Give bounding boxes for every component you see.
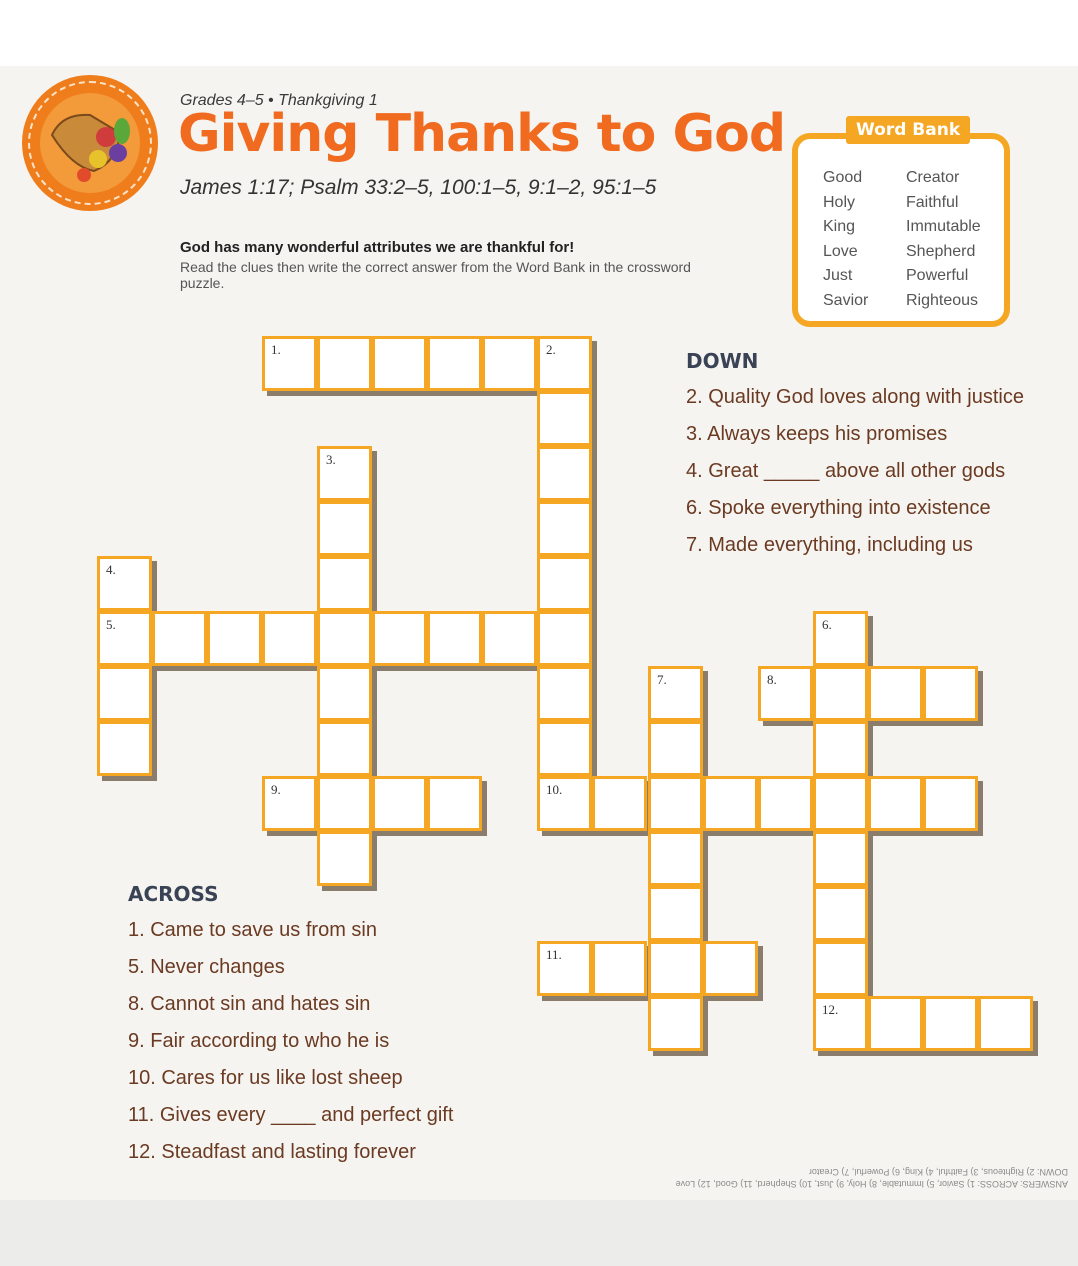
crossword-cell[interactable] bbox=[262, 611, 317, 666]
answers-line: ANSWERS: ACROSS: 1) Savior, 5) Immutable, 8) Holy, 9) Just, 10) Shepherd, 11) Good, 12) Love bbox=[675, 1179, 1068, 1189]
worksheet bbox=[0, 66, 1078, 1200]
clue-number: 2. bbox=[546, 342, 556, 357]
upside-down-answers bbox=[600, 1166, 1068, 1190]
across-clue: 9. Fair according to who he is bbox=[128, 1030, 390, 1052]
word-bank-word: Love bbox=[823, 242, 858, 260]
crossword-cell[interactable] bbox=[482, 336, 537, 391]
crossword-cell[interactable] bbox=[868, 996, 923, 1051]
crossword-cell[interactable] bbox=[317, 611, 372, 666]
crossword-cell[interactable] bbox=[758, 666, 813, 721]
crossword-cell[interactable] bbox=[537, 501, 592, 556]
crossword-cell[interactable] bbox=[372, 336, 427, 391]
crossword-cell[interactable] bbox=[648, 776, 703, 831]
crossword-cell[interactable] bbox=[592, 776, 647, 831]
crossword-cell[interactable] bbox=[317, 556, 372, 611]
crossword-cell[interactable] bbox=[207, 611, 262, 666]
clue-number: 4. bbox=[106, 562, 116, 577]
bottom-strip bbox=[0, 1200, 1078, 1266]
crossword-cell[interactable] bbox=[537, 776, 592, 831]
cornucopia-logo bbox=[22, 75, 158, 211]
crossword-cell[interactable] bbox=[648, 996, 703, 1051]
clue-number: 8. bbox=[767, 672, 777, 687]
crossword-cell[interactable] bbox=[813, 886, 868, 941]
crossword-cell[interactable] bbox=[262, 776, 317, 831]
word-bank-word: Immutable bbox=[906, 218, 981, 235]
clue-number: 11. bbox=[546, 947, 562, 962]
word-bank-word: King bbox=[823, 218, 856, 235]
crossword-cell[interactable] bbox=[868, 666, 923, 721]
down-clue: 4. Great _____ above all other gods bbox=[686, 460, 1006, 482]
word-bank-word: Shepherd bbox=[906, 242, 976, 260]
answers-line: DOWN: 2) Righteous, 3) Faithful, 4) King, 6) Powerful, 7) Creator bbox=[808, 1167, 1068, 1177]
word-bank-word: Holy bbox=[823, 193, 856, 211]
clue-number: 6. bbox=[822, 617, 832, 632]
crossword-cell[interactable] bbox=[317, 831, 372, 886]
crossword-cell[interactable] bbox=[923, 996, 978, 1051]
down-clue: 6. Spoke everything into existence bbox=[686, 497, 991, 519]
clue-number: 7. bbox=[657, 672, 667, 687]
crossword-cell[interactable] bbox=[97, 721, 152, 776]
crossword-cell[interactable] bbox=[923, 776, 978, 831]
crossword-cell[interactable] bbox=[592, 941, 647, 996]
crossword-cell[interactable] bbox=[372, 776, 427, 831]
grade-label: Grades 4–5 • Thankgiving 1 bbox=[180, 92, 378, 109]
crossword-cell[interactable] bbox=[813, 776, 868, 831]
crossword-cell[interactable] bbox=[427, 336, 482, 391]
crossword-cell[interactable] bbox=[923, 666, 978, 721]
down-clue: 3. Always keeps his promises bbox=[686, 423, 948, 445]
crossword-cell[interactable] bbox=[537, 391, 592, 446]
word-bank-word: Savior bbox=[823, 291, 869, 309]
across-clue: 5. Never changes bbox=[128, 956, 285, 978]
crossword-cell[interactable] bbox=[648, 721, 703, 776]
clue-number: 1. bbox=[271, 342, 281, 357]
crossword-cell[interactable] bbox=[317, 776, 372, 831]
crossword-cell[interactable] bbox=[703, 941, 758, 996]
scripture-references: James 1:17; Psalm 33:2–5, 100:1–5, 9:1–2, 95:1–5 bbox=[180, 176, 657, 199]
across-clue: 1. Came to save us from sin bbox=[128, 919, 377, 941]
crossword-cell[interactable] bbox=[152, 611, 207, 666]
clue-number: 3. bbox=[326, 452, 336, 467]
down-clue: 2. Quality God loves along with justice bbox=[686, 386, 1024, 408]
across-heading: ACROSS bbox=[128, 882, 219, 906]
crossword-cell[interactable] bbox=[427, 776, 482, 831]
across-clue: 8. Cannot sin and hates sin bbox=[128, 993, 371, 1015]
word-bank-column-1 bbox=[823, 166, 868, 313]
crossword-cell[interactable] bbox=[648, 886, 703, 941]
crossword-cell[interactable] bbox=[317, 336, 372, 391]
clue-number: 12. bbox=[822, 1002, 839, 1017]
crossword-cell[interactable] bbox=[813, 941, 868, 996]
crossword-cell[interactable] bbox=[537, 336, 592, 391]
crossword-cell[interactable] bbox=[317, 501, 372, 556]
crossword-cell[interactable] bbox=[262, 336, 317, 391]
across-clue: 12. Steadfast and lasting forever bbox=[128, 1141, 416, 1163]
crossword-cell[interactable] bbox=[537, 666, 592, 721]
down-clue: 7. Made everything, including us bbox=[686, 534, 973, 556]
crossword-cell[interactable] bbox=[813, 666, 868, 721]
crossword-cell[interactable] bbox=[703, 776, 758, 831]
crossword-cell[interactable] bbox=[648, 666, 703, 721]
crossword-cell[interactable] bbox=[537, 721, 592, 776]
crossword-cell[interactable] bbox=[317, 446, 372, 501]
word-bank-word: Powerful bbox=[906, 267, 969, 284]
crossword-cell[interactable] bbox=[97, 611, 152, 666]
crossword-cell[interactable] bbox=[813, 721, 868, 776]
crossword-cell[interactable] bbox=[978, 996, 1033, 1051]
across-clue: 11. Gives every ____ and perfect gift bbox=[128, 1104, 454, 1126]
crossword-cell[interactable] bbox=[537, 941, 592, 996]
crossword-cell[interactable] bbox=[537, 446, 592, 501]
crossword-cell[interactable] bbox=[758, 776, 813, 831]
page-title: Giving Thanks to God bbox=[178, 104, 786, 164]
crossword-cell[interactable] bbox=[372, 611, 427, 666]
crossword-cell[interactable] bbox=[648, 941, 703, 996]
down-heading: DOWN bbox=[686, 349, 759, 373]
clue-number: 10. bbox=[546, 782, 563, 797]
intro-heading: God has many wonderful attributes we are thankful for! bbox=[180, 239, 575, 256]
crossword-cell[interactable] bbox=[813, 611, 868, 666]
crossword-cell[interactable] bbox=[317, 666, 372, 721]
crossword-cell[interactable] bbox=[317, 721, 372, 776]
word-bank-word: Just bbox=[823, 267, 853, 284]
word-bank-word: Creator bbox=[906, 169, 960, 186]
crossword-cell[interactable] bbox=[97, 556, 152, 611]
word-bank-column-2 bbox=[906, 166, 981, 313]
word-bank-word: Good bbox=[823, 169, 863, 186]
across-clue: 10. Cares for us like lost sheep bbox=[128, 1067, 403, 1089]
clue-number: 5. bbox=[106, 617, 116, 632]
crossword-cell[interactable] bbox=[813, 996, 868, 1051]
word-bank-word: Faithful bbox=[906, 193, 959, 211]
word-bank-title: Word Bank bbox=[846, 116, 970, 144]
crossword-cell[interactable] bbox=[97, 666, 152, 721]
crossword-cell[interactable] bbox=[427, 611, 482, 666]
crossword-cell[interactable] bbox=[537, 611, 592, 666]
crossword-cell[interactable] bbox=[648, 831, 703, 886]
clue-number: 9. bbox=[271, 782, 281, 797]
crossword-cell[interactable] bbox=[482, 611, 537, 666]
crossword-cell[interactable] bbox=[537, 556, 592, 611]
word-bank bbox=[792, 120, 1010, 327]
crossword-cell[interactable] bbox=[813, 831, 868, 886]
word-bank-word: Righteous bbox=[906, 291, 979, 309]
intro-instructions: Read the clues then write the correct answer from the Word Bank in the crossword puzzle. bbox=[180, 259, 691, 291]
crossword-cell[interactable] bbox=[868, 776, 923, 831]
